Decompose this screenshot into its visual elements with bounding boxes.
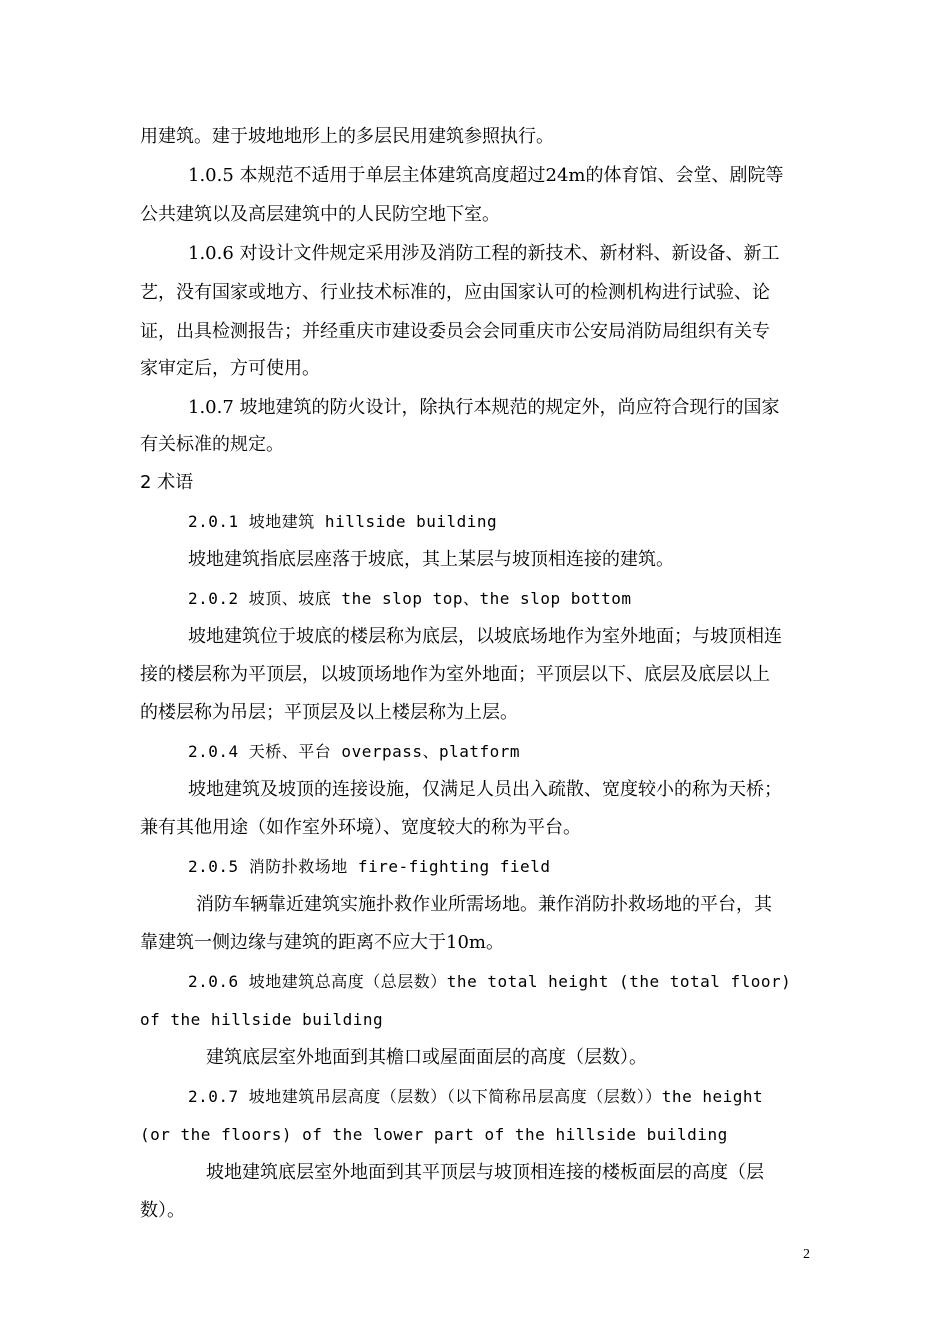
- text-line: 数）。: [140, 1200, 185, 1221]
- term-2-0-6: 2.0.6 坡地建筑总高度（总层数）the total height (the total floor): [188, 972, 792, 991]
- text-line: 的楼层称为吊层；平顶层及以上楼层称为上层。: [140, 702, 518, 723]
- term-2-0-1: 2.0.1 坡地建筑 hillside building: [188, 512, 498, 531]
- text-line: 坡地建筑指底层座落于坡底，其上某层与坡顶相连接的建筑。: [188, 549, 674, 570]
- text-line: 建筑底层室外地面到其檐口或屋面面层的高度（层数）。: [206, 1047, 647, 1068]
- text-line: 用建筑。建于坡地地形上的多层民用建筑参照执行。: [140, 126, 554, 147]
- text-line: 有关标准的规定。: [140, 434, 284, 455]
- term-2-0-4: 2.0.4 天桥、平台 overpass、platform: [188, 742, 521, 761]
- text-line: 坡地建筑位于坡底的楼层称为底层，以坡底场地作为室外地面；与坡顶相连: [188, 626, 782, 647]
- text-line: (or the floors) of the lower part of the hillside building: [140, 1125, 728, 1144]
- section-heading-terms: 2 术语: [140, 472, 194, 493]
- text-line: of the hillside building: [140, 1010, 384, 1029]
- text-line: 消防车辆靠近建筑实施扑救作业所需场地。兼作消防扑救场地的平台，其: [196, 894, 772, 915]
- text-line: 坡地建筑底层室外地面到其平顶层与坡顶相连接的楼板面层的高度（层: [206, 1162, 764, 1183]
- text-line: 证，出具检测报告；并经重庆市建设委员会会同重庆市公安局消防局组织有关专: [140, 321, 770, 342]
- clause-1-0-5: 1.0.5 本规范不适用于单层主体建筑高度超过24m的体育馆、会堂、剧院等: [188, 165, 784, 186]
- term-2-0-5: 2.0.5 消防扑救场地 fire-fighting field: [188, 857, 551, 876]
- term-2-0-2: 2.0.2 坡顶、坡底 the slop top、the slop bottom: [188, 589, 632, 608]
- text-line: 艺，没有国家或地方、行业技术标准的，应由国家认可的检测机构进行试验、论: [140, 282, 770, 303]
- clause-1-0-7: 1.0.7 坡地建筑的防火设计，除执行本规范的规定外，尚应符合现行的国家: [188, 397, 780, 418]
- text-line: 兼有其他用途（如作室外环境）、宽度较大的称为平台。: [140, 817, 581, 838]
- text-line: 公共建筑以及高层建筑中的人民防空地下室。: [140, 204, 500, 225]
- clause-1-0-6: 1.0.6 对设计文件规定采用涉及消防工程的新技术、新材料、新设备、新工: [188, 243, 780, 264]
- term-2-0-7: 2.0.7 坡地建筑吊层高度（层数）（以下简称吊层高度（层数））the height: [188, 1087, 764, 1106]
- text-line: 家审定后，方可使用。: [140, 358, 320, 379]
- page-number: 2: [803, 1247, 810, 1262]
- text-line: 靠建筑一侧边缘与建筑的距离不应大于10m。: [140, 932, 504, 953]
- text-line: 接的楼层称为平顶层，以坡顶场地作为室外地面；平顶层以下、底层及底层以上: [140, 664, 770, 685]
- text-line: 坡地建筑及坡顶的连接设施，仅满足人员出入疏散、宽度较小的称为天桥；: [188, 779, 782, 800]
